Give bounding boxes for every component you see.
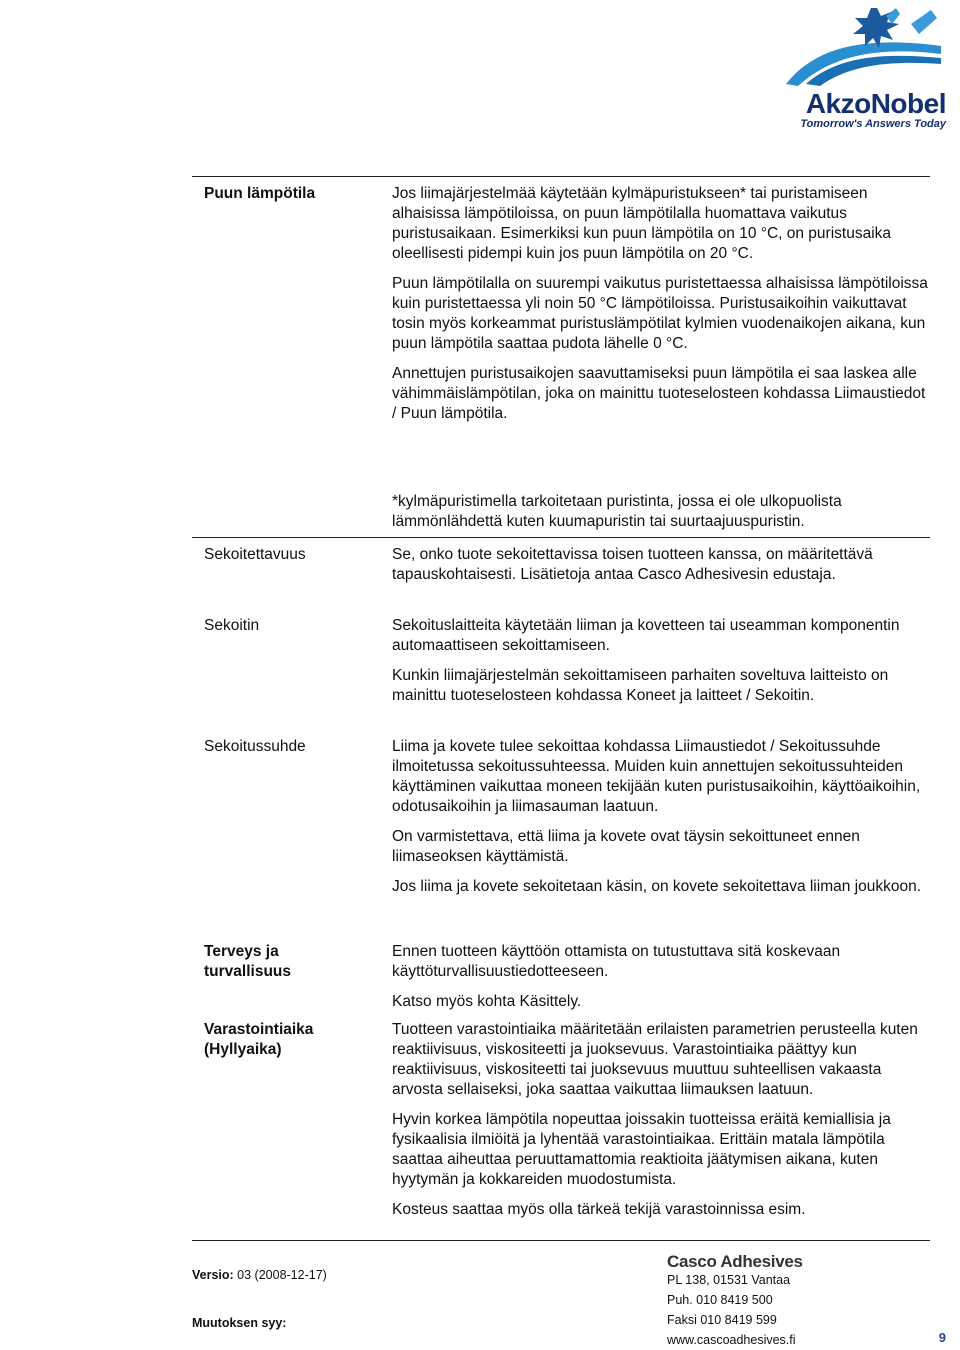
section-label-puun-lampotila: Puun lämpötila — [204, 185, 316, 202]
company-address: PL 138, 01531 Vantaa — [667, 1273, 791, 1287]
paragraph: Puun lämpötilalla on suurempi vaikutus puristettaessa alhaisissa lämpötiloissa kuin puristettaessa yli noin 50 °C lämpötiloissa. Puristusaikoihin vaikuttavat tosin myös korkeammat puristuslämpötilat kylmien vuodenaikojen aikana, kun puun lämpötila saattaa pudota lähelle 0 °C. — [392, 275, 928, 352]
section-label-sekoitussuhde: Sekoitussuhde — [204, 738, 306, 755]
page-number: 9 — [938, 1330, 946, 1345]
company-contact — [667, 1252, 803, 1350]
company-fax: Faksi 010 8419 599 — [667, 1313, 777, 1327]
paragraph: Hyvin korkea lämpötila nopeuttaa joissakin tuotteissa eräitä kemiallisia ja fysikaalisia ilmiöitä ja lyhentää varastointiaikaa. Erittäin matala lämpötila saattaa aiheuttaa peruuttamattomia reaktioita jäätymisen aikana, kuten hyytymän ja kokkareiden muodostumista. — [392, 1111, 891, 1188]
version-value: 03 (2008-12-17) — [237, 1268, 327, 1282]
footer-divider — [192, 1240, 930, 1241]
paragraph: Kunkin liimajärjestelmän sekoittamiseen parhaiten soveltuva laitteisto on mainittu tuoteselosteen kohdassa Koneet ja laitteet / Sekoitin. — [392, 667, 889, 704]
paragraph: Jos liimajärjestelmää käytetään kylmäpuristukseen* tai puristamiseen alhaisissa lämpötiloissa, on puun lämpötilalla huomattava vaikutus puristusaikaan. Esimerkiksi kun puun lämpötila on 10 °C, on puristusaika oleellisesti pidempi kuin jos puun lämpötila on 20 °C. — [392, 185, 892, 262]
section-content-sekoitin — [392, 616, 932, 716]
footnote — [392, 492, 932, 542]
paragraph: Se, onko tuote sekoitettavissa toisen tuotteen kanssa, on määritettävä tapauskohtaisesti. Lisätietoja antaa Casco Adhesivesin edustaja. — [392, 546, 873, 583]
brand-name: AkzoNobel — [805, 88, 946, 119]
paragraph: Tuotteen varastointiaika määritetään erilaisten parametrien perusteella kuten reaktiivisuus, viskositeetti ja juoksevuus. Varastointiaika päättyy kun reaktiivisuus, viskositeetti tai juoksevuus muuttuu suhteellisen vakaasta arvosta sellaiseksi, joka saattaa vaikuttaa liimauksen laatuun. — [392, 1021, 918, 1098]
change-reason-label: Muutoksen syy: — [192, 1316, 287, 1330]
section-content-terveys — [392, 942, 932, 1022]
section-content-sekoitussuhde — [392, 737, 932, 907]
section-divider — [192, 176, 930, 177]
footnote-text: *kylmäpuristimella tarkoitetaan puristinta, jossa ei ole ulkopuolista lämmönlähdettä kuten kuumapuristin tai suurtaajuuspuristin. — [392, 493, 842, 530]
section-content-sekoitettavuus — [392, 545, 932, 595]
section-label-sekoitin: Sekoitin — [204, 617, 260, 634]
paragraph: On varmistettava, että liima ja kovete ovat täysin sekoittuneet ennen liimaseoksen käyttämistä. — [392, 828, 860, 865]
akzonobel-emblem-icon — [776, 6, 946, 86]
company-name: Casco Adhesives — [667, 1252, 803, 1271]
version-line — [192, 1268, 327, 1282]
version-label: Versio: — [192, 1268, 234, 1282]
paragraph: Jos liima ja kovete sekoitetaan käsin, on kovete sekoitettava liiman joukkoon. — [392, 878, 922, 895]
paragraph: Sekoituslaitteita käytetään liiman ja kovetteen tai useamman komponentin automaattiseen sekoittamiseen. — [392, 617, 900, 654]
paragraph: Ennen tuotteen käyttöön ottamista on tutustuttava sitä koskevaan käyttöturvallisuustiedotteeseen. — [392, 943, 841, 980]
paragraph: Kosteus saattaa myös olla tärkeä tekijä varastoinnissa esim. — [392, 1201, 806, 1218]
company-website: www.cascoadhesives.fi — [667, 1333, 796, 1347]
paragraph: Katso myös kohta Käsittely. — [392, 993, 582, 1010]
section-label-terveys: Terveys ja turvallisuus — [204, 943, 291, 980]
brand-block — [800, 88, 946, 130]
company-phone: Puh. 010 8419 500 — [667, 1293, 773, 1307]
brand-tagline: Tomorrow's Answers Today — [800, 118, 946, 130]
section-label-varastointiaika: Varastointiaika (Hyllyaika) — [204, 1021, 314, 1058]
section-label-sekoitettavuus: Sekoitettavuus — [204, 546, 306, 563]
paragraph: Liima ja kovete tulee sekoittaa kohdassa Liimaustiedot / Sekoitussuhde ilmoitetussa sekoitussuhteessa. Muiden kuin annettujen sekoitussuhteiden käyttäminen vaikuttaa moneen tekijään kuten puristusaikoihin, käyttöaikoihin, odotusaikoihin ja liimasauman laatuun. — [392, 738, 921, 815]
paragraph: Annettujen puristusaikojen saavuttamiseksi puun lämpötila ei saa laskea alle vähimmäislämpötilan, joka on mainittu tuoteselosteen kohdassa Liimaustiedot / Puun lämpötila. — [392, 365, 926, 422]
section-content-varastointiaika — [392, 1020, 932, 1230]
section-content-puun-lampotila — [392, 184, 932, 434]
